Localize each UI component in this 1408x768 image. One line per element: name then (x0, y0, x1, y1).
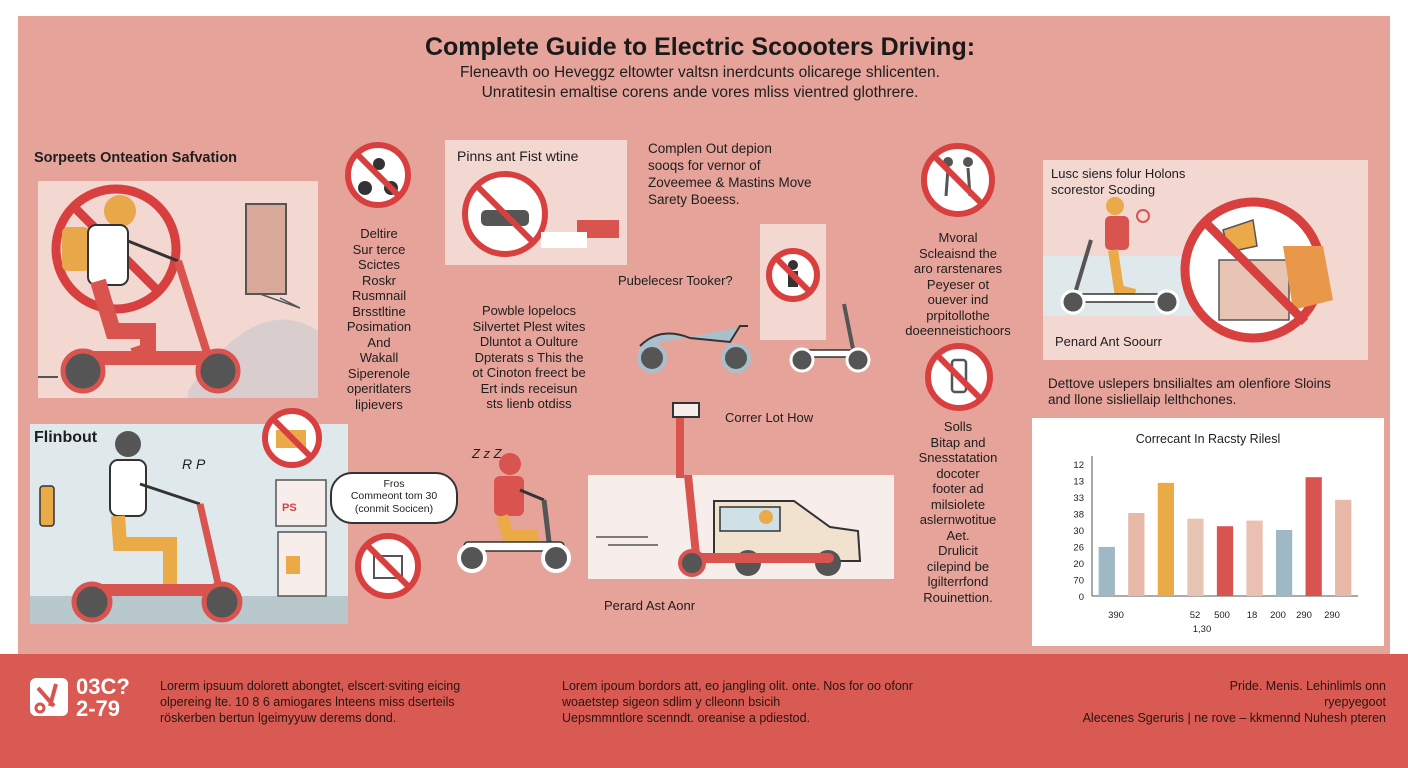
no-car-sign-icon (453, 166, 553, 260)
bar-chart (1032, 418, 1384, 646)
chart-bar (1099, 547, 1115, 596)
chart-x-tick-label: 200 (1270, 610, 1286, 621)
chart-y-tick-label: 70 (1073, 575, 1084, 587)
chart-y-tick-label: 38 (1073, 509, 1084, 521)
page-title: Complete Guide to Electric Scoooters Driving: (424, 33, 976, 61)
pinns-title: Pinns ant Fist wtine (457, 148, 579, 164)
footer-col2: Lorem ipoum bordors att, eo jangling olit. onte. Nos for oo ofonr woaetstep sigeon sdlim y clleonn bsicih Uepsmmntlore scenndt. oreanise a pdiestod. (562, 679, 913, 725)
scooter-logo-icon (28, 676, 70, 718)
chart-bar (1276, 530, 1292, 596)
chart-card (1032, 418, 1384, 646)
chart-bar (1128, 513, 1144, 596)
chart-y-tick-label: 20 (1073, 559, 1084, 570)
no-cargo-sign-icon (260, 406, 324, 470)
footer-logo-text: 03C? 2-79 (76, 674, 130, 721)
page-subtitle-1: Fleneavth oo Heveggz eltowter valtsn inerdcunts olicarege shlicenten. (460, 64, 940, 81)
dettove-text: Dettove uslepers bnsilialtes am olenfiore Sloins and llone sisliellaip lelthchones. (1048, 376, 1331, 407)
sign-code-text: PS (282, 502, 297, 514)
sign-post-sketch (272, 476, 332, 600)
chart-x-sublabel: 1,30 (1192, 624, 1212, 635)
chart-bar (1158, 483, 1174, 596)
chart-y-tick-label: 12 (1073, 460, 1084, 471)
footer-bar (0, 654, 1408, 768)
pubelecier-label: Pubelecesr Tooker? (618, 273, 733, 288)
sleep-z-text: Z z Z (472, 446, 502, 461)
moped-and-scooter-illustration (630, 296, 880, 380)
chart-y-tick-label: 26 (1073, 542, 1084, 554)
chart-y-tick-label: 33 (1073, 493, 1084, 504)
footer-col3: Pride. Menis. Lehinlimls onn ryepyegoot Alecenes Sgeruris | ne rove – kkmennd Nuhesh pteren (1082, 679, 1386, 725)
chart-bar (1335, 500, 1351, 596)
chart-y-tick-label: 0 (1078, 592, 1084, 603)
corrar-label: Correr Lot How (725, 410, 814, 425)
footer-col1: Lorerm ipsuum dolorett abongtet, elscert·sviting eicing olpereing lte. 10 8 6 amiogares lnteens miss dserteils röskerben bertun lgeimyyuw derems dond. (160, 679, 461, 725)
no-motorbike-sign-icon (343, 140, 413, 210)
penard-label: Penard Ant Soourr (1055, 334, 1162, 349)
page-subtitle-2: Unratitesin emaltise corens ande vores mliss vientred glothrere. (481, 84, 919, 101)
chart-bar (1306, 477, 1322, 596)
chart-title: Correcant In Racsty Rilesl (1135, 432, 1281, 446)
building-sketch (240, 198, 310, 318)
no-bag-sign-icon (352, 530, 424, 602)
lusc-text: Lusc siens folur Holons scorestor Scoding (1051, 166, 1186, 197)
flinbout-label: Flinbout (34, 429, 98, 446)
perard-label: Perard Ast Aonr (604, 598, 696, 613)
left-mid-column: Deltire Sur terce Scictes Roskr Rusmnail Brsstltine Posimation And Wakall Siperenole operitlaters lipievers (346, 226, 412, 412)
chart-x-tick-label: 290 (1296, 610, 1312, 621)
speech-bubble: Fros Commeont tom 30 (conmit Socicen) (330, 472, 458, 524)
no-phone-sign-icon (922, 340, 996, 414)
powble-text: Powble lopelocs Silvertet Plest wites Dluntot a Oulture Dpterats s This the ot Cinoton freect be Ert inds receisun sts lienb otdiss (472, 303, 586, 411)
chart-y-tick-label: 13 (1073, 476, 1084, 488)
solls-text: Solls Bitap and Snesstatation docoter footer ad milsiolete aslernwotitue Aet. Drulicit cilepind be lgilterrfond Rouinettion. (918, 419, 998, 605)
sleepy-rider-illustration (450, 450, 580, 580)
chart-bar (1187, 519, 1203, 596)
section-title-left: Sorpeets Onteation Safvation (34, 150, 238, 166)
flinbout-letters: R P (182, 456, 206, 472)
scooter-vs-car-illustration (588, 475, 894, 579)
chart-x-tick-label: 52 (1189, 610, 1201, 621)
lusc-panel (1043, 160, 1368, 360)
no-walking-sign-icon (918, 140, 998, 220)
pinns-panel (445, 140, 627, 265)
mvoral-text: Mvoral Scleaisnd the aro rarstenares Peyeser ot ouever ind prpitollothe doeenneistichoors (905, 230, 1011, 338)
chart-y-tick-label: 30 (1073, 526, 1084, 537)
chart-x-tick-label: 390 (1108, 610, 1124, 621)
chart-x-tick-label: 290 (1324, 610, 1340, 621)
chart-bar (1217, 526, 1233, 596)
chart-x-tick-label: 18 (1246, 610, 1258, 621)
chart-x-tick-label: 500 (1214, 610, 1230, 621)
scooter-handlebar (672, 402, 700, 418)
chart-bar (1246, 521, 1262, 596)
complen-text: Complen Out depion sooqs for vernor of Zoveemee & Mastins Move Sarety Boeess. (648, 141, 812, 207)
car-scene-panel (588, 475, 894, 579)
